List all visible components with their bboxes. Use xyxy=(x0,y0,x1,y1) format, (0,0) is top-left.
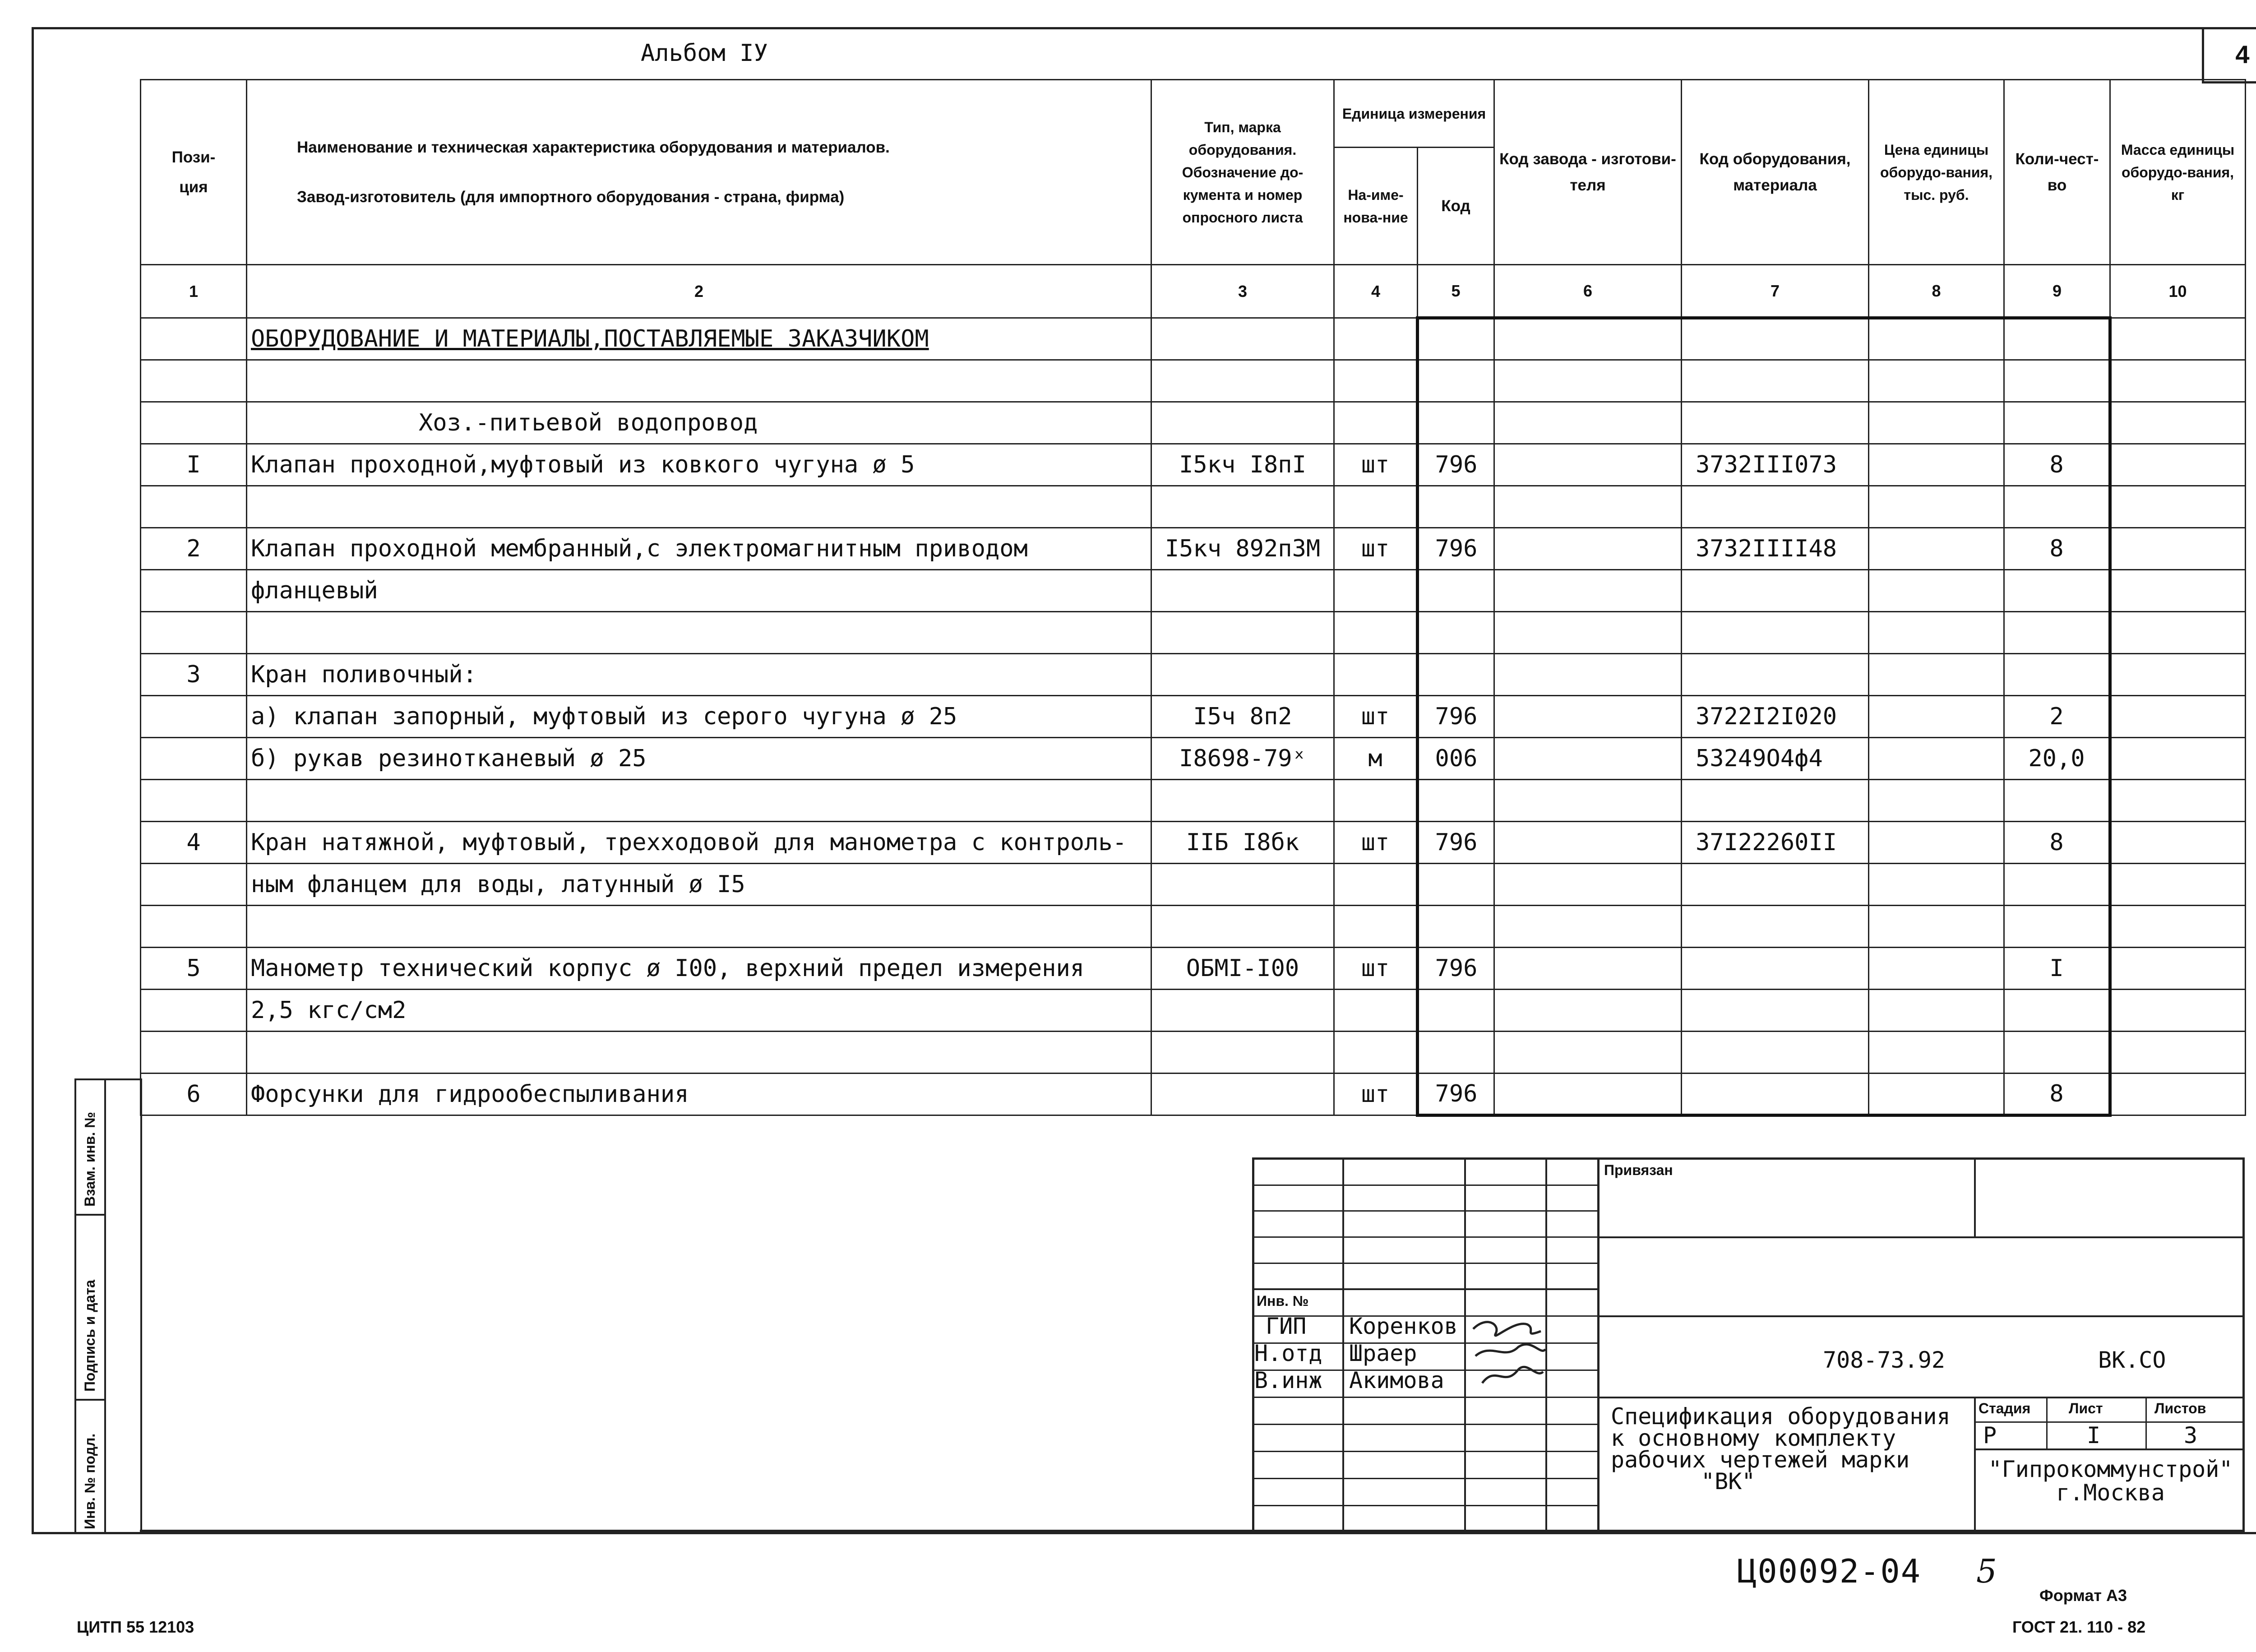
cell-price xyxy=(1869,696,2004,738)
table-row xyxy=(141,612,2246,654)
table-row xyxy=(141,654,2246,696)
cell-pos: 2 xyxy=(141,528,247,570)
cell-unit-code: 796 xyxy=(1418,528,1494,570)
tb-grid-line xyxy=(1252,1451,1597,1452)
tb-grid-line xyxy=(2145,1397,2147,1450)
document-code: 708-73.92 xyxy=(1823,1347,1945,1373)
cell-code xyxy=(1682,948,1869,990)
tb-grid-line xyxy=(1252,1397,1597,1398)
cell-price xyxy=(1869,570,2004,612)
cell-pos xyxy=(141,1032,247,1074)
tb-grid-line xyxy=(1252,1236,1597,1238)
signer-role: В.инж xyxy=(1254,1367,1322,1393)
cell-unit xyxy=(1334,570,1418,612)
column-number: 4 xyxy=(1334,265,1418,318)
signer-role: Н.отд xyxy=(1254,1340,1322,1366)
tb-grid-line xyxy=(1252,1424,1597,1425)
cell-type xyxy=(1151,1074,1334,1115)
cell-name: Хоз.-питьевой водопровод xyxy=(247,402,1151,444)
cell-type xyxy=(1151,864,1334,906)
cell-unit xyxy=(1334,402,1418,444)
cell-type xyxy=(1151,318,1334,360)
cell-unit-code xyxy=(1418,570,1494,612)
cell-type: I5ч 8п2 xyxy=(1151,696,1334,738)
cell-pos xyxy=(141,318,247,360)
cell-qty xyxy=(2004,990,2110,1032)
tb-grid-line xyxy=(1252,1210,1597,1212)
cell-type xyxy=(1151,1032,1334,1074)
tb-grid-line xyxy=(1974,1397,1976,1532)
cell-qty xyxy=(2004,906,2110,948)
sheet-label: Лист xyxy=(2069,1400,2103,1416)
sheet-number: 4 xyxy=(2235,40,2250,69)
cell-factory xyxy=(1494,654,1682,696)
cell-mass xyxy=(2110,990,2246,1032)
table-row xyxy=(141,360,2246,402)
cell-code xyxy=(1682,864,1869,906)
cell-mass xyxy=(2110,1074,2246,1115)
cell-factory xyxy=(1494,990,1682,1032)
cell-unit xyxy=(1334,906,1418,948)
cell-type: I5кч I8пI xyxy=(1151,444,1334,486)
tb-grid-line xyxy=(1597,1397,2245,1398)
cell-pos: 6 xyxy=(141,1074,247,1115)
cell-factory xyxy=(1494,528,1682,570)
cell-unit xyxy=(1334,486,1418,528)
cell-mass xyxy=(2110,822,2246,864)
cell-qty xyxy=(2004,360,2110,402)
cell-pos xyxy=(141,696,247,738)
col-header-mass: Масса единицы оборудо-вания, кг xyxy=(2110,80,2246,265)
sheets-label: Листов xyxy=(2154,1400,2206,1416)
cell-unit-code xyxy=(1418,906,1494,948)
table-row xyxy=(141,738,2246,780)
cell-unit-code: 796 xyxy=(1418,444,1494,486)
column-number: 7 xyxy=(1682,265,1869,318)
cell-pos xyxy=(141,738,247,780)
col-header-unit-code: Код xyxy=(1418,148,1494,265)
cell-mass xyxy=(2110,738,2246,780)
tb-grid-line xyxy=(2046,1397,2048,1450)
column-number-row xyxy=(141,265,2246,318)
cell-mass xyxy=(2110,948,2246,990)
cell-price xyxy=(1869,906,2004,948)
sheet-value: I xyxy=(2087,1422,2101,1448)
cell-name xyxy=(247,906,1151,948)
cell-pos xyxy=(141,612,247,654)
tb-grid-line xyxy=(1252,1185,1597,1186)
document-title-line: "ВК" xyxy=(1701,1468,1756,1495)
cell-mass xyxy=(2110,780,2246,822)
stage-value: Р xyxy=(1983,1422,1997,1448)
cell-mass xyxy=(2110,612,2246,654)
cell-type: I8698-79ˣ xyxy=(1151,738,1334,780)
cell-unit xyxy=(1334,612,1418,654)
cell-mass xyxy=(2110,1032,2246,1074)
column-number: 9 xyxy=(2004,265,2110,318)
cell-code: 3722I2I020 xyxy=(1682,696,1869,738)
cell-unit: шт xyxy=(1334,822,1418,864)
cell-unit-code: 006 xyxy=(1418,738,1494,780)
cell-name: Кран натяжной, муфтовый, трехходовой для манометра с контроль- xyxy=(247,822,1151,864)
cell-price xyxy=(1869,990,2004,1032)
cell-unit-code: 796 xyxy=(1418,696,1494,738)
cell-pos xyxy=(141,570,247,612)
cell-qty: 20,0 xyxy=(2004,738,2110,780)
cell-factory xyxy=(1494,318,1682,360)
cell-unit-code xyxy=(1418,612,1494,654)
cell-name xyxy=(247,1032,1151,1074)
cell-code xyxy=(1682,654,1869,696)
cell-pos xyxy=(141,780,247,822)
cell-price xyxy=(1869,864,2004,906)
cell-factory xyxy=(1494,444,1682,486)
table-row xyxy=(141,1074,2246,1115)
cell-pos: 4 xyxy=(141,822,247,864)
stamp-divider xyxy=(104,1080,106,1532)
cell-price xyxy=(1869,948,2004,990)
cell-name: Форсунки для гидрообеспыливания xyxy=(247,1074,1151,1115)
cell-price xyxy=(1869,360,2004,402)
tb-grid-line xyxy=(1597,1157,1600,1532)
cell-pos xyxy=(141,360,247,402)
cell-unit-code xyxy=(1418,864,1494,906)
cell-unit-code xyxy=(1418,990,1494,1032)
document-title xyxy=(1611,1403,1951,1495)
stamp-label-vzam-inv: Взам. инв. № xyxy=(82,1112,98,1207)
tb-grid-line xyxy=(1252,1263,1597,1264)
cell-factory xyxy=(1494,822,1682,864)
cell-mass xyxy=(2110,654,2246,696)
table-row xyxy=(141,948,2246,990)
signer-role: ГИП xyxy=(1266,1313,1307,1339)
cell-code xyxy=(1682,612,1869,654)
cell-code xyxy=(1682,780,1869,822)
cell-unit-code xyxy=(1418,780,1494,822)
cell-price xyxy=(1869,528,2004,570)
cell-factory xyxy=(1494,570,1682,612)
stamp-cell-inv-podl xyxy=(76,1401,104,1534)
cell-factory xyxy=(1494,612,1682,654)
cell-code xyxy=(1682,990,1869,1032)
cell-qty: 8 xyxy=(2004,1074,2110,1115)
cell-factory xyxy=(1494,402,1682,444)
cell-unit-code xyxy=(1418,360,1494,402)
format-label: Формат А3 xyxy=(2039,1586,2127,1605)
cell-name: Клапан проходной,муфтовый из ковкого чугуна ø 5 xyxy=(247,444,1151,486)
cell-qty xyxy=(2004,318,2110,360)
cell-factory xyxy=(1494,738,1682,780)
cell-code: 53249О4ф4 xyxy=(1682,738,1869,780)
cell-name: Манометр технический корпус ø I00, верхний предел измерения xyxy=(247,948,1151,990)
organization-name: "Гипрокоммунстрой" xyxy=(1988,1456,2233,1482)
cell-price xyxy=(1869,822,2004,864)
cell-unit-code: 796 xyxy=(1418,822,1494,864)
sheets-value: 3 xyxy=(2184,1422,2198,1448)
cell-qty: I xyxy=(2004,948,2110,990)
tb-grid-line xyxy=(1974,1421,2245,1423)
table-row xyxy=(141,906,2246,948)
cell-mass xyxy=(2110,906,2246,948)
cell-mass xyxy=(2110,360,2246,402)
table-row xyxy=(141,1032,2246,1074)
cell-unit: шт xyxy=(1334,444,1418,486)
column-number: 3 xyxy=(1151,265,1334,318)
footer-standard: ГОСТ 21. 110 - 82 xyxy=(2012,1618,2146,1636)
cell-code xyxy=(1682,1032,1869,1074)
tb-grid-line xyxy=(1252,1288,1597,1290)
table-row xyxy=(141,528,2246,570)
cell-unit xyxy=(1334,864,1418,906)
cell-name: Клапан проходной мембранный,с электромагнитным приводом xyxy=(247,528,1151,570)
cell-code: 37I22260II xyxy=(1682,822,1869,864)
cell-pos xyxy=(141,990,247,1032)
album-label: Альбом IУ xyxy=(641,40,768,67)
cell-qty xyxy=(2004,612,2110,654)
table-row xyxy=(141,402,2246,444)
cell-name: б) рукав резинотканевый ø 25 xyxy=(247,738,1151,780)
header-row-top xyxy=(141,80,2246,148)
col-header-unit-name: На-име-нова-ние xyxy=(1334,148,1418,265)
cell-name xyxy=(247,486,1151,528)
cell-qty: 8 xyxy=(2004,528,2110,570)
cell-type xyxy=(1151,486,1334,528)
table-row xyxy=(141,486,2246,528)
cell-code xyxy=(1682,360,1869,402)
cell-type xyxy=(1151,570,1334,612)
cell-name: Кран поливочный: xyxy=(247,654,1151,696)
cell-mass xyxy=(2110,318,2246,360)
col-header-type: Тип, марка оборудования. Обозначение до-кумента и номер опросного листа xyxy=(1151,80,1334,265)
col-header-price: Цена единицы оборудо-вания, тыс. руб. xyxy=(1869,80,2004,265)
cell-code xyxy=(1682,318,1869,360)
col-header-material-code: Код оборудования, материала xyxy=(1682,80,1869,265)
cell-pos: 3 xyxy=(141,654,247,696)
cell-mass xyxy=(2110,402,2246,444)
cell-name: 2,5 кгс/см2 xyxy=(247,990,1151,1032)
specification-table xyxy=(140,79,2246,1117)
stage-label: Стадия xyxy=(1979,1400,2031,1416)
cell-code xyxy=(1682,570,1869,612)
col-header-factory-code: Код завода - изготови-теля xyxy=(1494,80,1682,265)
cell-code xyxy=(1682,906,1869,948)
tb-grid-line xyxy=(1342,1157,1344,1532)
cell-price xyxy=(1869,402,2004,444)
cell-unit xyxy=(1334,318,1418,360)
cell-mass xyxy=(2110,444,2246,486)
privyazan-label: Привязан xyxy=(1604,1162,1673,1178)
organization-city: г.Москва xyxy=(2056,1480,2165,1506)
tb-grid-line xyxy=(1464,1157,1466,1532)
col-header-position: Пози- ция xyxy=(141,80,247,265)
document-title-line: к основному комплекту xyxy=(1611,1425,1896,1451)
column-number: 2 xyxy=(247,265,1151,318)
tb-grid-line xyxy=(1974,1448,2245,1450)
table-row xyxy=(141,990,2246,1032)
cell-unit: шт xyxy=(1334,696,1418,738)
tb-grid-line xyxy=(1974,1157,1976,1238)
cell-type xyxy=(1151,780,1334,822)
cell-qty xyxy=(2004,402,2110,444)
cell-qty xyxy=(2004,780,2110,822)
tb-grid-line xyxy=(1597,1315,2245,1317)
cell-pos xyxy=(141,864,247,906)
cell-type: I5кч 892п3М xyxy=(1151,528,1334,570)
cell-price xyxy=(1869,1074,2004,1115)
archive-number: Ц00092-04 xyxy=(1737,1552,1922,1590)
cell-name xyxy=(247,780,1151,822)
cell-name xyxy=(247,612,1151,654)
cell-type xyxy=(1151,360,1334,402)
column-number: 5 xyxy=(1418,265,1494,318)
cell-unit-code xyxy=(1418,486,1494,528)
cell-name: фланцевый xyxy=(247,570,1151,612)
cell-factory xyxy=(1494,696,1682,738)
tb-grid-line xyxy=(1252,1505,1597,1506)
cell-qty: 8 xyxy=(2004,822,2110,864)
cell-factory xyxy=(1494,360,1682,402)
cell-type xyxy=(1151,906,1334,948)
cell-type: ОБМI-I00 xyxy=(1151,948,1334,990)
cell-code xyxy=(1682,1074,1869,1115)
column-number: 1 xyxy=(141,265,247,318)
cell-type: IIБ I8бк xyxy=(1151,822,1334,864)
organization xyxy=(1979,1458,2242,1504)
stamp-label-podpis-data: Подпись и дата xyxy=(82,1280,98,1392)
cell-code xyxy=(1682,402,1869,444)
cell-qty xyxy=(2004,654,2110,696)
cell-name: ОБОРУДОВАНИЕ И МАТЕРИАЛЫ,ПОСТАВЛЯЕМЫЕ ЗАКАЗЧИКОМ xyxy=(247,318,1151,360)
tb-border-right xyxy=(2242,1157,2245,1532)
cell-unit: м xyxy=(1334,738,1418,780)
cell-type xyxy=(1151,612,1334,654)
footer-cipher: ЦИТП 55 12103 xyxy=(77,1618,194,1636)
cell-type xyxy=(1151,990,1334,1032)
cell-unit-code: 796 xyxy=(1418,1074,1494,1115)
cell-price xyxy=(1869,780,2004,822)
stamp-label-inv-podl: Инв. № подл. xyxy=(82,1433,98,1529)
tb-grid-line xyxy=(1252,1478,1597,1479)
cell-price xyxy=(1869,612,2004,654)
cell-qty xyxy=(2004,1032,2110,1074)
cell-code: 3732III073 xyxy=(1682,444,1869,486)
table-row xyxy=(141,780,2246,822)
cell-unit: шт xyxy=(1334,1074,1418,1115)
cell-unit xyxy=(1334,1032,1418,1074)
cell-mass xyxy=(2110,570,2246,612)
signer-name: Акимова xyxy=(1349,1367,1444,1393)
cell-code xyxy=(1682,486,1869,528)
cell-price xyxy=(1869,444,2004,486)
cell-pos xyxy=(141,402,247,444)
cell-qty xyxy=(2004,570,2110,612)
tb-border-bottom xyxy=(140,1530,2245,1532)
table-row xyxy=(141,864,2246,906)
cell-price xyxy=(1869,1032,2004,1074)
document-title-line: Спецификация оборудования xyxy=(1611,1403,1951,1430)
cell-name: ным фланцем для воды, латунный ø I5 xyxy=(247,864,1151,906)
signer-name: Коренков xyxy=(1349,1313,1458,1339)
cell-pos xyxy=(141,906,247,948)
column-number: 6 xyxy=(1494,265,1682,318)
cell-name xyxy=(247,360,1151,402)
cell-factory xyxy=(1494,948,1682,990)
col-header-unit-group: Единица измерения xyxy=(1334,80,1494,148)
table-row xyxy=(141,822,2246,864)
cell-mass xyxy=(2110,696,2246,738)
table-row xyxy=(141,570,2246,612)
table-row xyxy=(141,444,2246,486)
cell-pos: I xyxy=(141,444,247,486)
signer-name: Шраер xyxy=(1349,1340,1417,1366)
cell-unit-code xyxy=(1418,402,1494,444)
margin-stamp-strip xyxy=(74,1078,142,1534)
cell-mass xyxy=(2110,864,2246,906)
cell-mass xyxy=(2110,528,2246,570)
cell-type xyxy=(1151,654,1334,696)
cell-factory xyxy=(1494,864,1682,906)
cell-qty xyxy=(2004,486,2110,528)
archive-sheet-number: 5 xyxy=(1976,1552,1997,1590)
cell-unit-code xyxy=(1418,654,1494,696)
cell-price xyxy=(1869,654,2004,696)
tb-border-top xyxy=(1252,1157,2245,1160)
cell-mass xyxy=(2110,486,2246,528)
cell-unit xyxy=(1334,990,1418,1032)
cell-price xyxy=(1869,738,2004,780)
cell-factory xyxy=(1494,1032,1682,1074)
cell-factory xyxy=(1494,1074,1682,1115)
stamp-cell-vzam xyxy=(76,1080,104,1216)
cell-unit-code: 796 xyxy=(1418,948,1494,990)
document-title-line: рабочих чертежей марки xyxy=(1611,1447,1910,1473)
cell-price xyxy=(1869,318,2004,360)
cell-unit: шт xyxy=(1334,948,1418,990)
cell-unit-code xyxy=(1418,1032,1494,1074)
cell-unit-code xyxy=(1418,318,1494,360)
tb-grid-line xyxy=(1597,1236,2245,1238)
cell-type xyxy=(1151,402,1334,444)
cell-unit xyxy=(1334,654,1418,696)
cell-factory xyxy=(1494,486,1682,528)
table-row xyxy=(141,318,2246,360)
cell-unit: шт xyxy=(1334,528,1418,570)
cell-name: а) клапан запорный, муфтовый из серого чугуна ø 25 xyxy=(247,696,1151,738)
inv-no-label: Инв. № xyxy=(1257,1293,1309,1309)
stamp-cell-podpis xyxy=(76,1216,104,1401)
cell-factory xyxy=(1494,906,1682,948)
signature-scribble xyxy=(1469,1311,1550,1397)
cell-unit xyxy=(1334,360,1418,402)
col-header-name: Наименование и техническая характеристика оборудования и материалов. Завод-изготовитель (для импортного оборудования - страна, фирма) xyxy=(247,80,1151,265)
col-header-quantity: Коли-чест-во xyxy=(2004,80,2110,265)
cell-factory xyxy=(1494,780,1682,822)
cell-qty xyxy=(2004,864,2110,906)
cell-pos xyxy=(141,486,247,528)
table-row xyxy=(141,696,2246,738)
cell-unit xyxy=(1334,780,1418,822)
cell-qty: 8 xyxy=(2004,444,2110,486)
column-number: 8 xyxy=(1869,265,2004,318)
column-number: 10 xyxy=(2110,265,2246,318)
document-mark: ВК.СО xyxy=(2098,1347,2166,1373)
cell-qty: 2 xyxy=(2004,696,2110,738)
cell-code: 3732IIII48 xyxy=(1682,528,1869,570)
cell-pos: 5 xyxy=(141,948,247,990)
cell-price xyxy=(1869,486,2004,528)
